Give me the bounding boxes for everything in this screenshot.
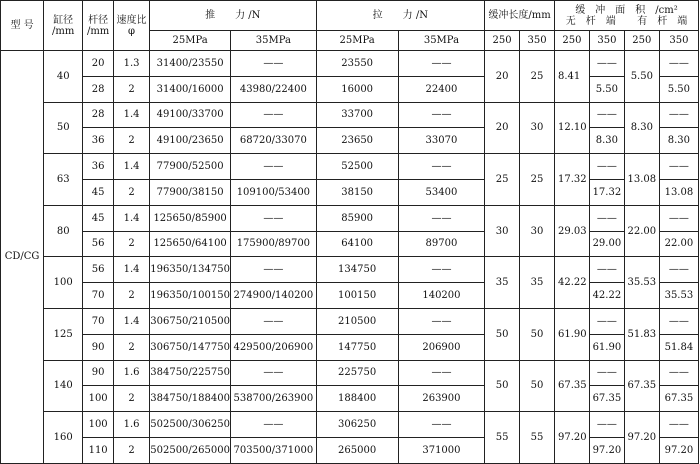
area-no-350-cell: 97.20 (589, 437, 624, 463)
ratio-cell: 2 (114, 283, 150, 309)
cushion-len-250-cell: 55 (485, 412, 520, 464)
rod-cell: 36 (83, 128, 114, 154)
push-35-cell: —— (231, 412, 316, 438)
table-row (1, 76, 699, 102)
area-rod-250-cell: 97.20 (624, 412, 659, 464)
area-rod-250-cell: 35.53 (624, 257, 659, 309)
area-no-350-cell: —— (589, 257, 624, 283)
area-no-350-cell: —— (589, 51, 624, 77)
pull-25-cell: 225750 (316, 360, 398, 386)
ratio-cell: 1.4 (114, 205, 150, 231)
rod-cell: 36 (83, 154, 114, 180)
area-no-350-cell: 17.32 (589, 179, 624, 205)
pull-35-cell: —— (398, 360, 484, 386)
push-25-cell: 196350/100150 (150, 283, 231, 309)
push-35-cell: —— (231, 102, 316, 128)
area-no-350-cell: 42.22 (589, 283, 624, 309)
area-rod-250-cell: 5.50 (624, 51, 659, 103)
table-row (1, 360, 699, 386)
header-len-250: 250 (485, 31, 520, 51)
table-row (1, 412, 699, 438)
area-no-350-cell: —— (589, 102, 624, 128)
pull-35-cell: 53400 (398, 179, 484, 205)
push-25-cell: 49100/33700 (150, 102, 231, 128)
header-push-25: 25MPa (150, 31, 231, 51)
cushion-len-350-cell: 30 (520, 205, 555, 257)
header-bore: 缸径 /mm (44, 1, 83, 51)
header-cushion-area: 缓 冲 面 积 /cm² 无 杆 端 有 杆 端 (554, 1, 698, 31)
bore-cell: 80 (44, 205, 83, 257)
area-rod-250-cell: 22.00 (624, 205, 659, 257)
bore-cell: 63 (44, 154, 83, 206)
area-rod-350-cell: 22.00 (659, 231, 698, 257)
rod-cell: 90 (83, 334, 114, 360)
table-row (1, 205, 699, 231)
header-model: 型 号 (1, 1, 44, 51)
push-25-cell: 31400/23550 (150, 51, 231, 77)
cushion-len-350-cell: 30 (520, 102, 555, 154)
pull-25-cell: 16000 (316, 76, 398, 102)
pull-25-cell: 23550 (316, 51, 398, 77)
area-rod-350-cell: —— (659, 412, 698, 438)
cushion-len-250-cell: 35 (485, 257, 520, 309)
cushion-len-350-cell: 55 (520, 412, 555, 464)
ratio-cell: 1.4 (114, 154, 150, 180)
pull-25-cell: 188400 (316, 386, 398, 412)
push-35-cell: —— (231, 51, 316, 77)
cushion-len-250-cell: 20 (485, 51, 520, 103)
rod-cell: 45 (83, 205, 114, 231)
header-ratio: 速度比 φ (114, 1, 150, 51)
pull-25-cell: 23650 (316, 128, 398, 154)
ratio-cell: 1.6 (114, 360, 150, 386)
push-25-cell: 77900/38150 (150, 179, 231, 205)
table-row (1, 437, 699, 463)
rod-cell: 28 (83, 76, 114, 102)
push-35-cell: 538700/263900 (231, 386, 316, 412)
rod-cell: 28 (83, 102, 114, 128)
area-rod-350-cell: —— (659, 154, 698, 180)
pull-35-cell: —— (398, 412, 484, 438)
pull-35-cell: 263900 (398, 386, 484, 412)
area-rod-250-cell: 8.30 (624, 102, 659, 154)
header-pull: 拉 力 /N (316, 1, 485, 31)
area-rod-250-cell: 51.83 (624, 308, 659, 360)
area-rod-350-cell: 8.30 (659, 128, 698, 154)
ratio-cell: 1.4 (114, 257, 150, 283)
push-25-cell: 306750/210500 (150, 308, 231, 334)
area-rod-350-cell: —— (659, 102, 698, 128)
pull-35-cell: 140200 (398, 283, 484, 309)
area-no-350-cell: —— (589, 308, 624, 334)
push-35-cell: —— (231, 360, 316, 386)
pull-25-cell: 64100 (316, 231, 398, 257)
cushion-len-250-cell: 30 (485, 205, 520, 257)
cushion-len-350-cell: 35 (520, 257, 555, 309)
ratio-cell: 2 (114, 231, 150, 257)
table-row (1, 128, 699, 154)
area-no-350-cell: 67.35 (589, 386, 624, 412)
header-len-350: 350 (520, 31, 555, 51)
push-25-cell: 384750/188400 (150, 386, 231, 412)
push-35-cell: 175900/89700 (231, 231, 316, 257)
bore-cell: 125 (44, 308, 83, 360)
area-no-250-cell: 61.90 (554, 308, 589, 360)
cushion-len-350-cell: 50 (520, 308, 555, 360)
pull-35-cell: 22400 (398, 76, 484, 102)
ratio-cell: 1.6 (114, 412, 150, 438)
push-25-cell: 49100/23650 (150, 128, 231, 154)
push-25-cell: 77900/52500 (150, 154, 231, 180)
ratio-cell: 2 (114, 334, 150, 360)
pull-25-cell: 33700 (316, 102, 398, 128)
pull-25-cell: 52500 (316, 154, 398, 180)
area-rod-350-cell: 51.84 (659, 334, 698, 360)
rod-cell: 56 (83, 257, 114, 283)
pull-25-cell: 265000 (316, 437, 398, 463)
pull-25-cell: 134750 (316, 257, 398, 283)
pull-35-cell: —— (398, 205, 484, 231)
ratio-cell: 2 (114, 386, 150, 412)
pull-35-cell: —— (398, 102, 484, 128)
area-no-350-cell: —— (589, 205, 624, 231)
cushion-len-250-cell: 50 (485, 308, 520, 360)
push-35-cell: —— (231, 257, 316, 283)
area-no-250-cell: 67.35 (554, 360, 589, 412)
area-no-250-cell: 42.22 (554, 257, 589, 309)
cushion-len-350-cell: 25 (520, 51, 555, 103)
model-cell: CD/CG (1, 51, 44, 464)
rod-cell: 70 (83, 308, 114, 334)
push-25-cell: 125650/64100 (150, 231, 231, 257)
bore-cell: 140 (44, 360, 83, 412)
push-25-cell: 31400/16000 (150, 76, 231, 102)
area-rod-350-cell: 13.08 (659, 179, 698, 205)
area-no-350-cell: —— (589, 154, 624, 180)
rod-cell: 70 (83, 283, 114, 309)
table-row (1, 308, 699, 334)
area-rod-350-cell: 5.50 (659, 76, 698, 102)
header-area-no-250: 250 (554, 31, 589, 51)
header-area-rod-250: 250 (624, 31, 659, 51)
ratio-cell: 2 (114, 179, 150, 205)
pull-35-cell: —— (398, 257, 484, 283)
rod-cell: 110 (83, 437, 114, 463)
push-35-cell: 109100/53400 (231, 179, 316, 205)
area-no-250-cell: 17.32 (554, 154, 589, 206)
push-35-cell: 68720/33070 (231, 128, 316, 154)
pull-25-cell: 306250 (316, 412, 398, 438)
pull-35-cell: —— (398, 154, 484, 180)
area-no-250-cell: 12.10 (554, 102, 589, 154)
area-rod-250-cell: 67.35 (624, 360, 659, 412)
area-rod-350-cell: —— (659, 205, 698, 231)
pull-25-cell: 210500 (316, 308, 398, 334)
pull-35-cell: 371000 (398, 437, 484, 463)
area-no-350-cell: —— (589, 360, 624, 386)
pull-35-cell: —— (398, 308, 484, 334)
header-pull-35: 35MPa (398, 31, 484, 51)
pull-35-cell: —— (398, 51, 484, 77)
area-rod-350-cell: 35.53 (659, 283, 698, 309)
header-push: 推 力 /N (150, 1, 317, 31)
area-rod-350-cell: —— (659, 308, 698, 334)
table-row (1, 231, 699, 257)
ratio-cell: 1.4 (114, 102, 150, 128)
rod-cell: 20 (83, 51, 114, 77)
table-body (1, 51, 699, 464)
table-row (1, 51, 699, 77)
cushion-len-250-cell: 20 (485, 102, 520, 154)
push-35-cell: 43980/22400 (231, 76, 316, 102)
ratio-cell: 2 (114, 76, 150, 102)
rod-cell: 100 (83, 386, 114, 412)
table-row (1, 334, 699, 360)
push-25-cell: 196350/134750 (150, 257, 231, 283)
cushion-len-350-cell: 50 (520, 360, 555, 412)
push-35-cell: —— (231, 205, 316, 231)
ratio-cell: 1.4 (114, 308, 150, 334)
ratio-cell: 2 (114, 128, 150, 154)
area-rod-350-cell: —— (659, 257, 698, 283)
rod-cell: 45 (83, 179, 114, 205)
rod-cell: 90 (83, 360, 114, 386)
push-25-cell: 125650/85900 (150, 205, 231, 231)
push-35-cell: —— (231, 308, 316, 334)
pull-35-cell: 206900 (398, 334, 484, 360)
push-25-cell: 502500/306250 (150, 412, 231, 438)
table-row (1, 283, 699, 309)
area-no-350-cell: 8.30 (589, 128, 624, 154)
header-cushion-length: 缓冲长度/mm (485, 1, 555, 31)
area-rod-350-cell: —— (659, 360, 698, 386)
area-no-350-cell: 29.00 (589, 231, 624, 257)
area-no-250-cell: 29.03 (554, 205, 589, 257)
pull-25-cell: 100150 (316, 283, 398, 309)
rod-cell: 100 (83, 412, 114, 438)
pull-25-cell: 85900 (316, 205, 398, 231)
cushion-len-250-cell: 50 (485, 360, 520, 412)
push-35-cell: —— (231, 154, 316, 180)
header-push-35: 35MPa (231, 31, 316, 51)
table-row (1, 257, 699, 283)
pull-35-cell: 33070 (398, 128, 484, 154)
ratio-cell: 2 (114, 437, 150, 463)
area-no-350-cell: —— (589, 412, 624, 438)
bore-cell: 160 (44, 412, 83, 464)
push-25-cell: 384750/225750 (150, 360, 231, 386)
area-rod-350-cell: 97.20 (659, 437, 698, 463)
area-no-350-cell: 5.50 (589, 76, 624, 102)
bore-cell: 40 (44, 51, 83, 103)
push-35-cell: 703500/371000 (231, 437, 316, 463)
area-rod-350-cell: —— (659, 51, 698, 77)
area-no-250-cell: 97.20 (554, 412, 589, 464)
area-rod-250-cell: 13.08 (624, 154, 659, 206)
push-25-cell: 306750/147750 (150, 334, 231, 360)
header-area-rod-350: 350 (659, 31, 698, 51)
pull-35-cell: 89700 (398, 231, 484, 257)
push-35-cell: 274900/140200 (231, 283, 316, 309)
table-row (1, 154, 699, 180)
pull-25-cell: 38150 (316, 179, 398, 205)
area-no-250-cell: 8.41 (554, 51, 589, 103)
push-25-cell: 502500/265000 (150, 437, 231, 463)
table-row (1, 179, 699, 205)
table-row (1, 386, 699, 412)
push-35-cell: 429500/206900 (231, 334, 316, 360)
header-pull-25: 25MPa (316, 31, 398, 51)
bore-cell: 50 (44, 102, 83, 154)
area-rod-350-cell: 67.35 (659, 386, 698, 412)
cushion-len-250-cell: 25 (485, 154, 520, 206)
area-no-350-cell: 61.90 (589, 334, 624, 360)
table-row (1, 102, 699, 128)
bore-cell: 100 (44, 257, 83, 309)
header-rod: 杆径 /mm (83, 1, 114, 51)
rod-cell: 56 (83, 231, 114, 257)
pull-25-cell: 147750 (316, 334, 398, 360)
cushion-len-350-cell: 25 (520, 154, 555, 206)
header-area-no-350: 350 (589, 31, 624, 51)
ratio-cell: 1.3 (114, 51, 150, 77)
